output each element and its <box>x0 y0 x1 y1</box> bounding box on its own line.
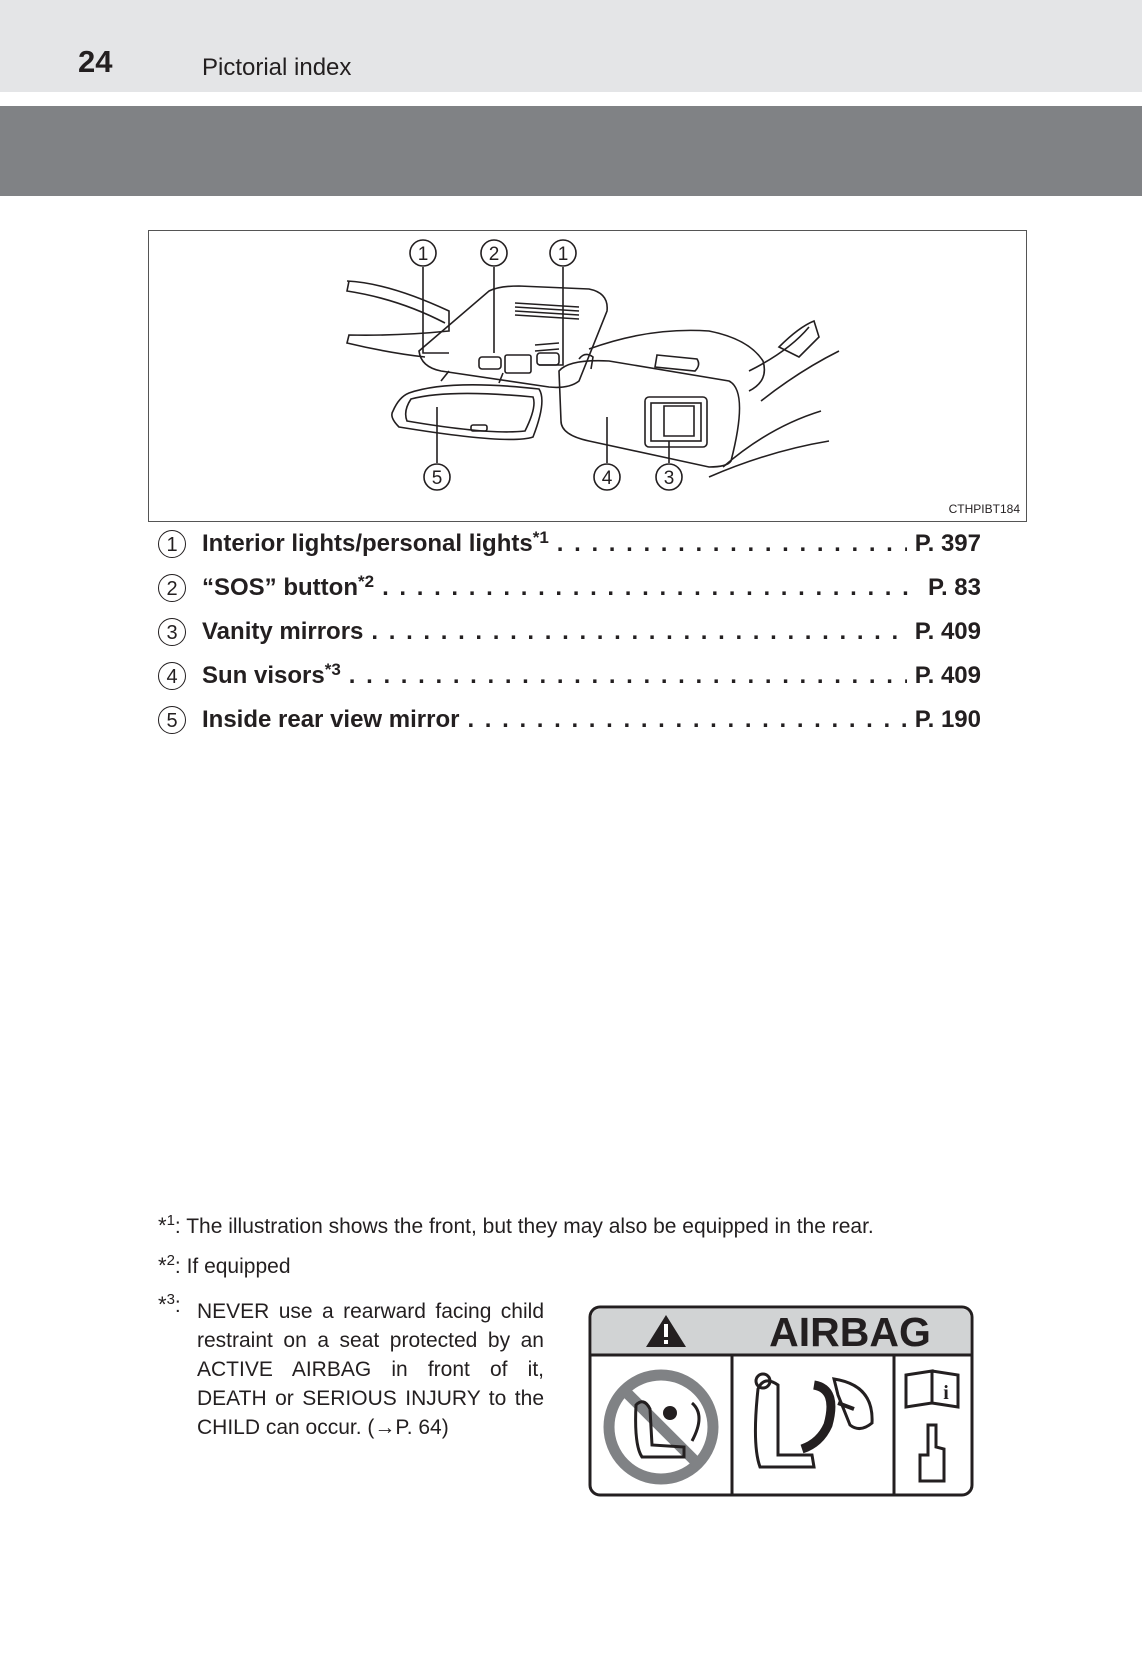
item-number: 5 <box>158 706 186 734</box>
item-label: Inside rear view mirror <box>202 706 460 733</box>
item-label: “SOS” button <box>202 574 358 601</box>
airbag-warning-label <box>588 1305 974 1499</box>
list-item <box>158 700 981 744</box>
item-footnote-ref: *3 <box>324 660 341 679</box>
page-header <box>0 0 1142 92</box>
footnote-3-marker: *$^3$: <box>158 1291 181 1317</box>
item-footnote-ref: *1 <box>532 528 549 547</box>
callout-1a: 1 <box>417 244 429 265</box>
dot-leader <box>557 530 907 558</box>
section-title: Pictorial index <box>202 54 352 81</box>
page-number: 24 <box>78 44 113 79</box>
item-number: 2 <box>158 574 186 602</box>
dot-leader <box>371 618 906 646</box>
item-page-ref: P. 397 <box>914 530 981 557</box>
item-number: 4 <box>158 662 186 690</box>
footnote-1: *$^1$: The illustration shows the front, but they may also be equipped in the rear. <box>158 1212 874 1238</box>
item-page-ref: P. 190 <box>914 706 981 733</box>
callout-2: 2 <box>488 244 500 265</box>
item-list <box>158 524 981 744</box>
airbag-label-title: AIRBAG <box>769 1309 931 1355</box>
item-page-ref: P. 409 <box>914 662 981 689</box>
overhead-console-illustration <box>148 230 1027 522</box>
footnote-2-text: : If equipped <box>174 1255 291 1278</box>
list-item <box>158 612 981 656</box>
item-footnote-ref: *2 <box>357 572 375 591</box>
footnote-3-text: NEVER use a rearward facing child restraint on a seat protected by an ACTIVE AIRBAG in front of it, DEATH or SERIOUS INJURY to the CHILD can occur. (→P. 64) <box>197 1300 544 1439</box>
console-drawing <box>149 231 1028 523</box>
callout-5: 5 <box>431 468 443 489</box>
figure-code: CTHPIBT184 <box>948 502 1020 516</box>
item-number: 1 <box>158 530 186 558</box>
footnote-2: *$^2$: If equipped <box>158 1252 291 1278</box>
title-band <box>0 106 1142 196</box>
item-label: Interior lights/personal lights <box>202 530 533 557</box>
item-label: Vanity mirrors <box>202 618 364 645</box>
item-page-ref: P. 83 <box>928 574 981 601</box>
item-number: 3 <box>158 618 186 646</box>
callout-1b: 1 <box>557 244 569 265</box>
item-page-ref: P. 409 <box>914 618 981 645</box>
callout-4: 4 <box>601 468 613 489</box>
list-item <box>158 524 981 568</box>
dot-leader <box>382 574 920 602</box>
callout-3: 3 <box>663 468 675 489</box>
dot-leader <box>349 662 907 690</box>
dot-leader <box>467 706 906 734</box>
list-item <box>158 568 981 612</box>
list-item <box>158 656 981 700</box>
footnote-1-text: : The illustration shows the front, but they may also be equipped in the rear. <box>174 1215 874 1238</box>
svg-text:i: i <box>943 1382 949 1404</box>
item-label: Sun visors <box>202 662 325 689</box>
